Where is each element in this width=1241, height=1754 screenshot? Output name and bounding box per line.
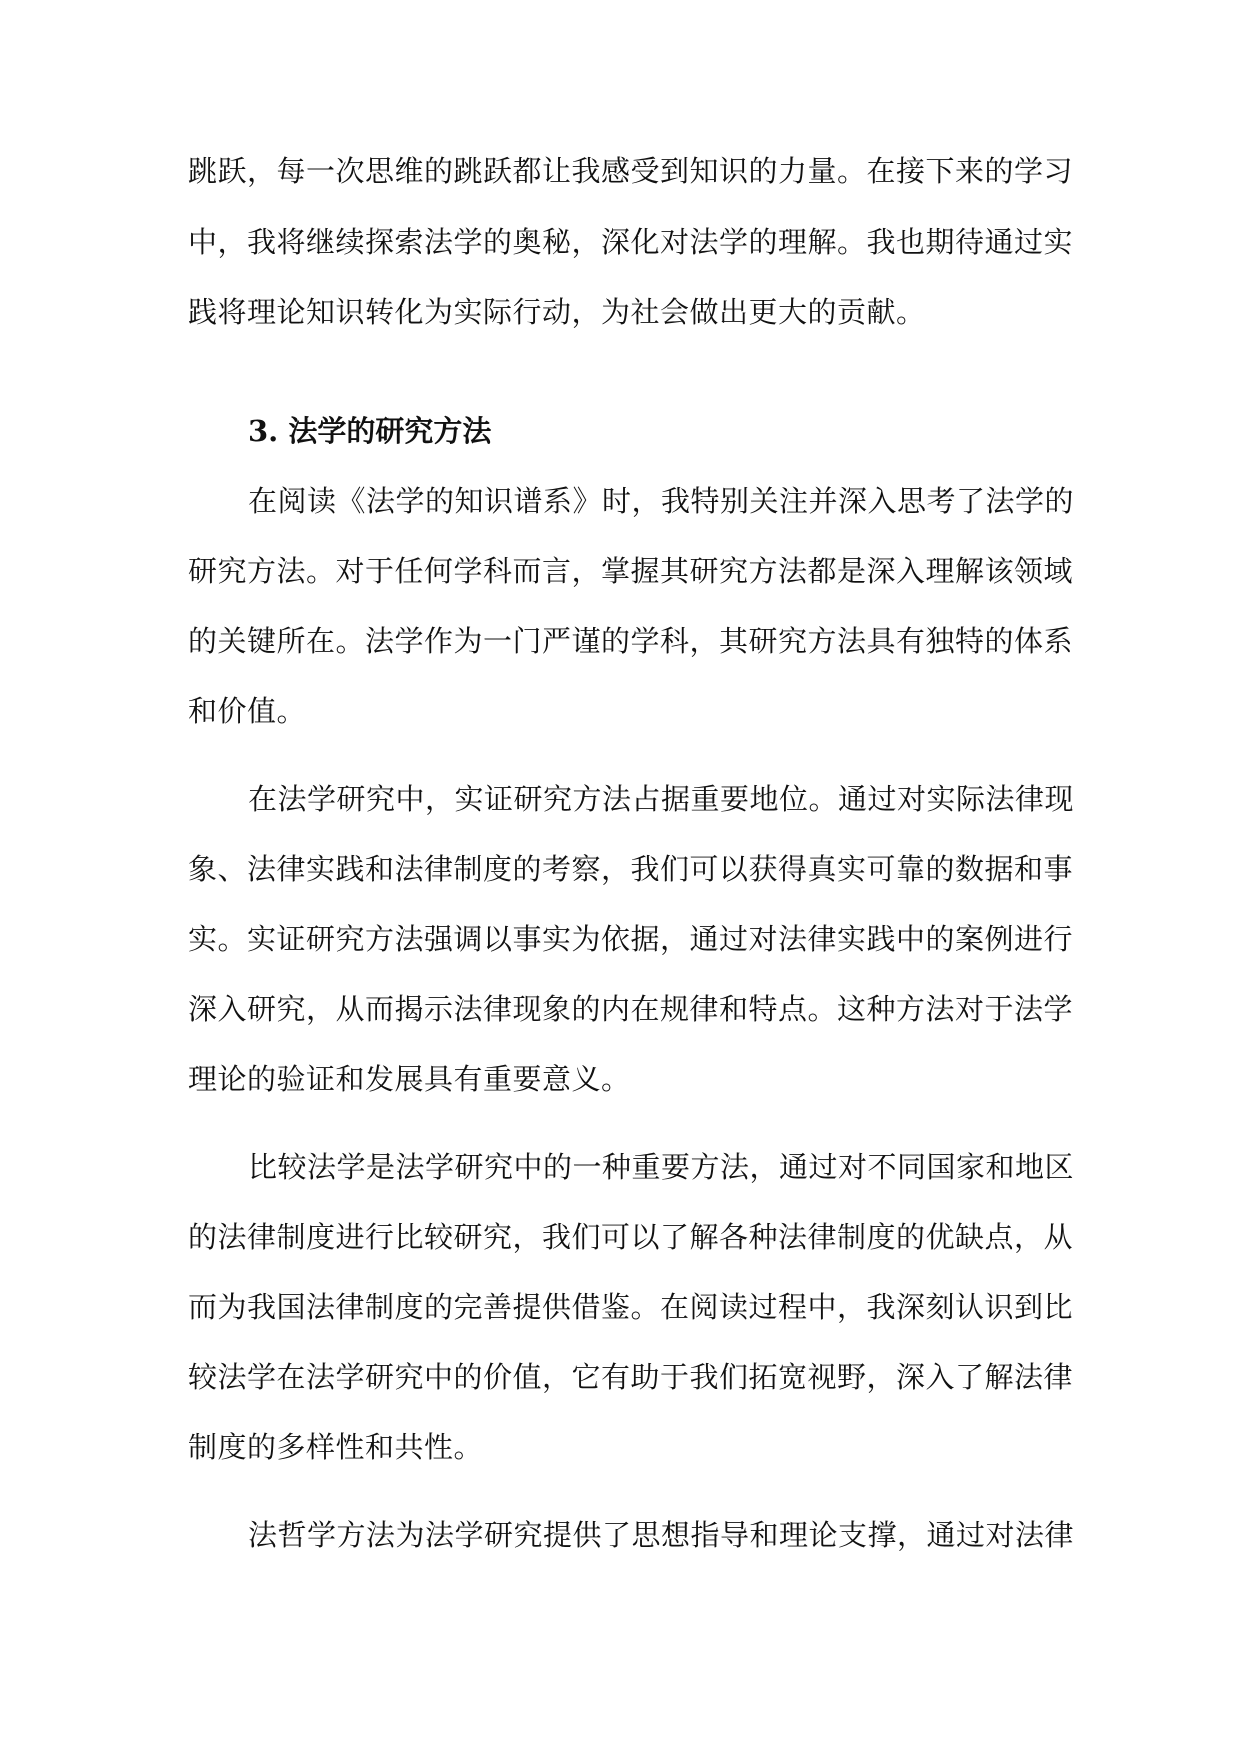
paragraph-4-line-1: 法哲学方法为法学研究提供了思想指导和理论支撑，通过对法律 [248, 1518, 1075, 1552]
paragraph-3-line-3: 而为我国法律制度的完善提供借鉴。在阅读过程中，我深刻认识到比 [188, 1290, 1074, 1324]
paragraph-2-line-1: 在法学研究中，实证研究方法占据重要地位。通过对实际法律现 [248, 782, 1075, 816]
paragraph-1-line-2: 研究方法。对于任何学科而言，掌握其研究方法都是深入理解该领域 [188, 554, 1074, 588]
paragraph-2-line-5: 理论的验证和发展具有重要意义。 [188, 1062, 631, 1096]
intro-line-3: 践将理论知识转化为实际行动，为社会做出更大的贡献。 [188, 295, 926, 329]
paragraph-1-line-4: 和价值。 [188, 694, 307, 728]
intro-line-2: 中，我将继续探索法学的奥秘，深化对法学的理解。我也期待通过实 [188, 225, 1074, 259]
paragraph-3-line-1: 比较法学是法学研究中的一种重要方法，通过对不同国家和地区 [248, 1150, 1075, 1184]
paragraph-2-line-2: 象、法律实践和法律制度的考察，我们可以获得真实可靠的数据和事 [188, 852, 1074, 886]
section-heading: 3. 法学的研究方法 [248, 414, 492, 448]
paragraph-2-line-4: 深入研究，从而揭示法律现象的内在规律和特点。这种方法对于法学 [188, 992, 1074, 1026]
paragraph-3-line-4: 较法学在法学研究中的价值，它有助于我们拓宽视野，深入了解法律 [188, 1360, 1074, 1394]
paragraph-3-line-5: 制度的多样性和共性。 [188, 1430, 484, 1464]
paragraph-1-line-1: 在阅读《法学的知识谱系》时，我特别关注并深入思考了法学的 [248, 484, 1075, 518]
paragraph-3-line-2: 的法律制度进行比较研究，我们可以了解各种法律制度的优缺点，从 [188, 1220, 1074, 1254]
intro-line-1: 跳跃，每一次思维的跳跃都让我感受到知识的力量。在接下来的学习 [188, 154, 1074, 188]
paragraph-1-line-3: 的关键所在。法学作为一门严谨的学科，其研究方法具有独特的体系 [188, 624, 1074, 658]
paragraph-2-line-3: 实。实证研究方法强调以事实为依据，通过对法律实践中的案例进行 [188, 922, 1074, 956]
